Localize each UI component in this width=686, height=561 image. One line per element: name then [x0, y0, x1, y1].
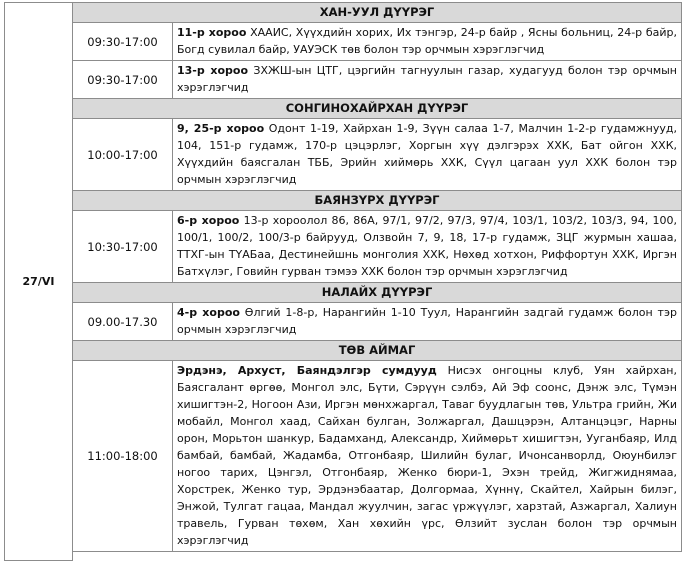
- area-text: Одонт 1-19, Хайрхан 1-9, Зүүн салаа 1-7, Малчин 1-2-р гудамжнууд, 104, 151-р гудамж, 170-р цэцэрлэг, Хоргын хүү дэлгэрэх ХХК, Бат ойгон ХХК, Хүүхдийн баясгалан ТББ, Эрийн хиймөрь ХХК, Сүүл цагаан уул ХХК болон тэр орчмын хэрэглэгчид: [177, 122, 677, 186]
- area-text: ХААИС, Хүүхдийн хорих, Их тэнгэр, 24-р байр , Ясны больниц, 24-р байр, Богд сувилал байр, УАУЭСК төв болон тэр орчмын хэрэглэгчид: [177, 26, 678, 56]
- district-header: ХАН-УУЛ ДҮҮРЭГ: [73, 3, 682, 23]
- time-cell: 09:30-17:00: [73, 23, 173, 61]
- area-description: [173, 303, 682, 341]
- khoroo-label: 11-р хороо: [177, 26, 247, 39]
- area-text: 13-р хороолол 86, 86А, 97/1, 97/2, 97/3, 97/4, 103/1, 103/2, 103/3, 94, 100, 100/1, 100/2, 100/3-р байрууд, Олзвойн 7, 9, 18, 17-р гудамж, ЗЦГ журмын хашаа, ТТХГ-ын ТҮАБаа, Дестинейшнь монголия ХХК, Нөхөд хотхон, Риффортун ХХК, Иргэн Батхүлэг, Говийн гурван тэмээ ХХК болон тэр орчмын хэрэглэгчид: [177, 214, 677, 278]
- district-header: НАЛАЙХ ДҮҮРЭГ: [73, 283, 682, 303]
- table-bottom-edge: [73, 556, 682, 560]
- area-description: [173, 61, 682, 99]
- area-description: [173, 119, 682, 191]
- khoroo-label: 4-р хороо: [177, 306, 240, 319]
- date-cell: 27/VI: [5, 3, 73, 561]
- time-cell: 11:00-18:00: [73, 361, 173, 552]
- time-cell: 10:30-17:00: [73, 211, 173, 283]
- time-cell: 09:30-17:00: [73, 61, 173, 99]
- khoroo-label: 6-р хороо: [177, 214, 240, 227]
- area-text: ЗХЖШ-ын ЦТГ, цэргийн тагнуулын газар, худагууд болон тэр орчмын хэрэглэгчид: [177, 64, 677, 94]
- area-description: [173, 23, 682, 61]
- khoroo-label: 13-р хороо: [177, 64, 249, 77]
- district-header: БАЯНЗҮРХ ДҮҮРЭГ: [73, 191, 682, 211]
- district-header: ТӨВ АЙМАГ: [73, 341, 682, 361]
- khoroo-label: 9, 25-р хороо: [177, 122, 265, 135]
- area-text: Нисэх онгоцны клуб, Уян хайрхан, Баясгалант өргөө, Монгол элс, Бүти, Сэрүүн сэлбэ, Ай Эф соонс, Дэнж элс, Түмэн хишигтэн-2, Ногоон Ази, Иргэн мөнхжаргал, Таваг буудлагын төв, Ультра грийн, Жи мобайл, Монгол хаад, Сайхан булган, Золжаргал, Дашцэрэн, Алтанцэцэг, Нарны орон, Морьтон шанкур, Бадамханд, Александр, Хиймөрьт хишигтэн, Ууганбаяр, Илд бамбай, бамбай, Жадамба, Отгонбаяр, Шилийн булаг, Ичонсанворлд, Оюунбилэг ногоо тарих, Цэнгэл, Отгонбаяр, Женко бюри-1, Эхэн трейд, Жигжиднямаа, Хорстрек, Женко тур, Эрдэнэбаатар, Долгормаа, Хүннү, Скайтел, Хайрын билэг, Энжой, Тулгат гацаа, Мандал жуулчин, загас үржүүлэг, харзтай, Азжаргал, Халиун травель, Гурван төхөм, Хан хөхийн үрс, Өлзийт зуслан болон тэр орчмын хэрэглэгчид: [177, 364, 677, 547]
- time-cell: 09.00-17.30: [73, 303, 173, 341]
- khoroo-label: Эрдэнэ, Архуст, Баяндэлгэр сумдууд: [177, 364, 437, 377]
- area-text: Өлгий 1-8-р, Нарангийн 1-10 Туул, Нарангийн задгай гудамж болон тэр орчмын хэрэглэгчид: [177, 306, 677, 336]
- area-description: [173, 361, 682, 552]
- area-description: [173, 211, 682, 283]
- power-outage-schedule-table: [4, 2, 682, 561]
- time-cell: 10:00-17:00: [73, 119, 173, 191]
- district-header: СОНГИНОХАЙРХАН ДҮҮРЭГ: [73, 99, 682, 119]
